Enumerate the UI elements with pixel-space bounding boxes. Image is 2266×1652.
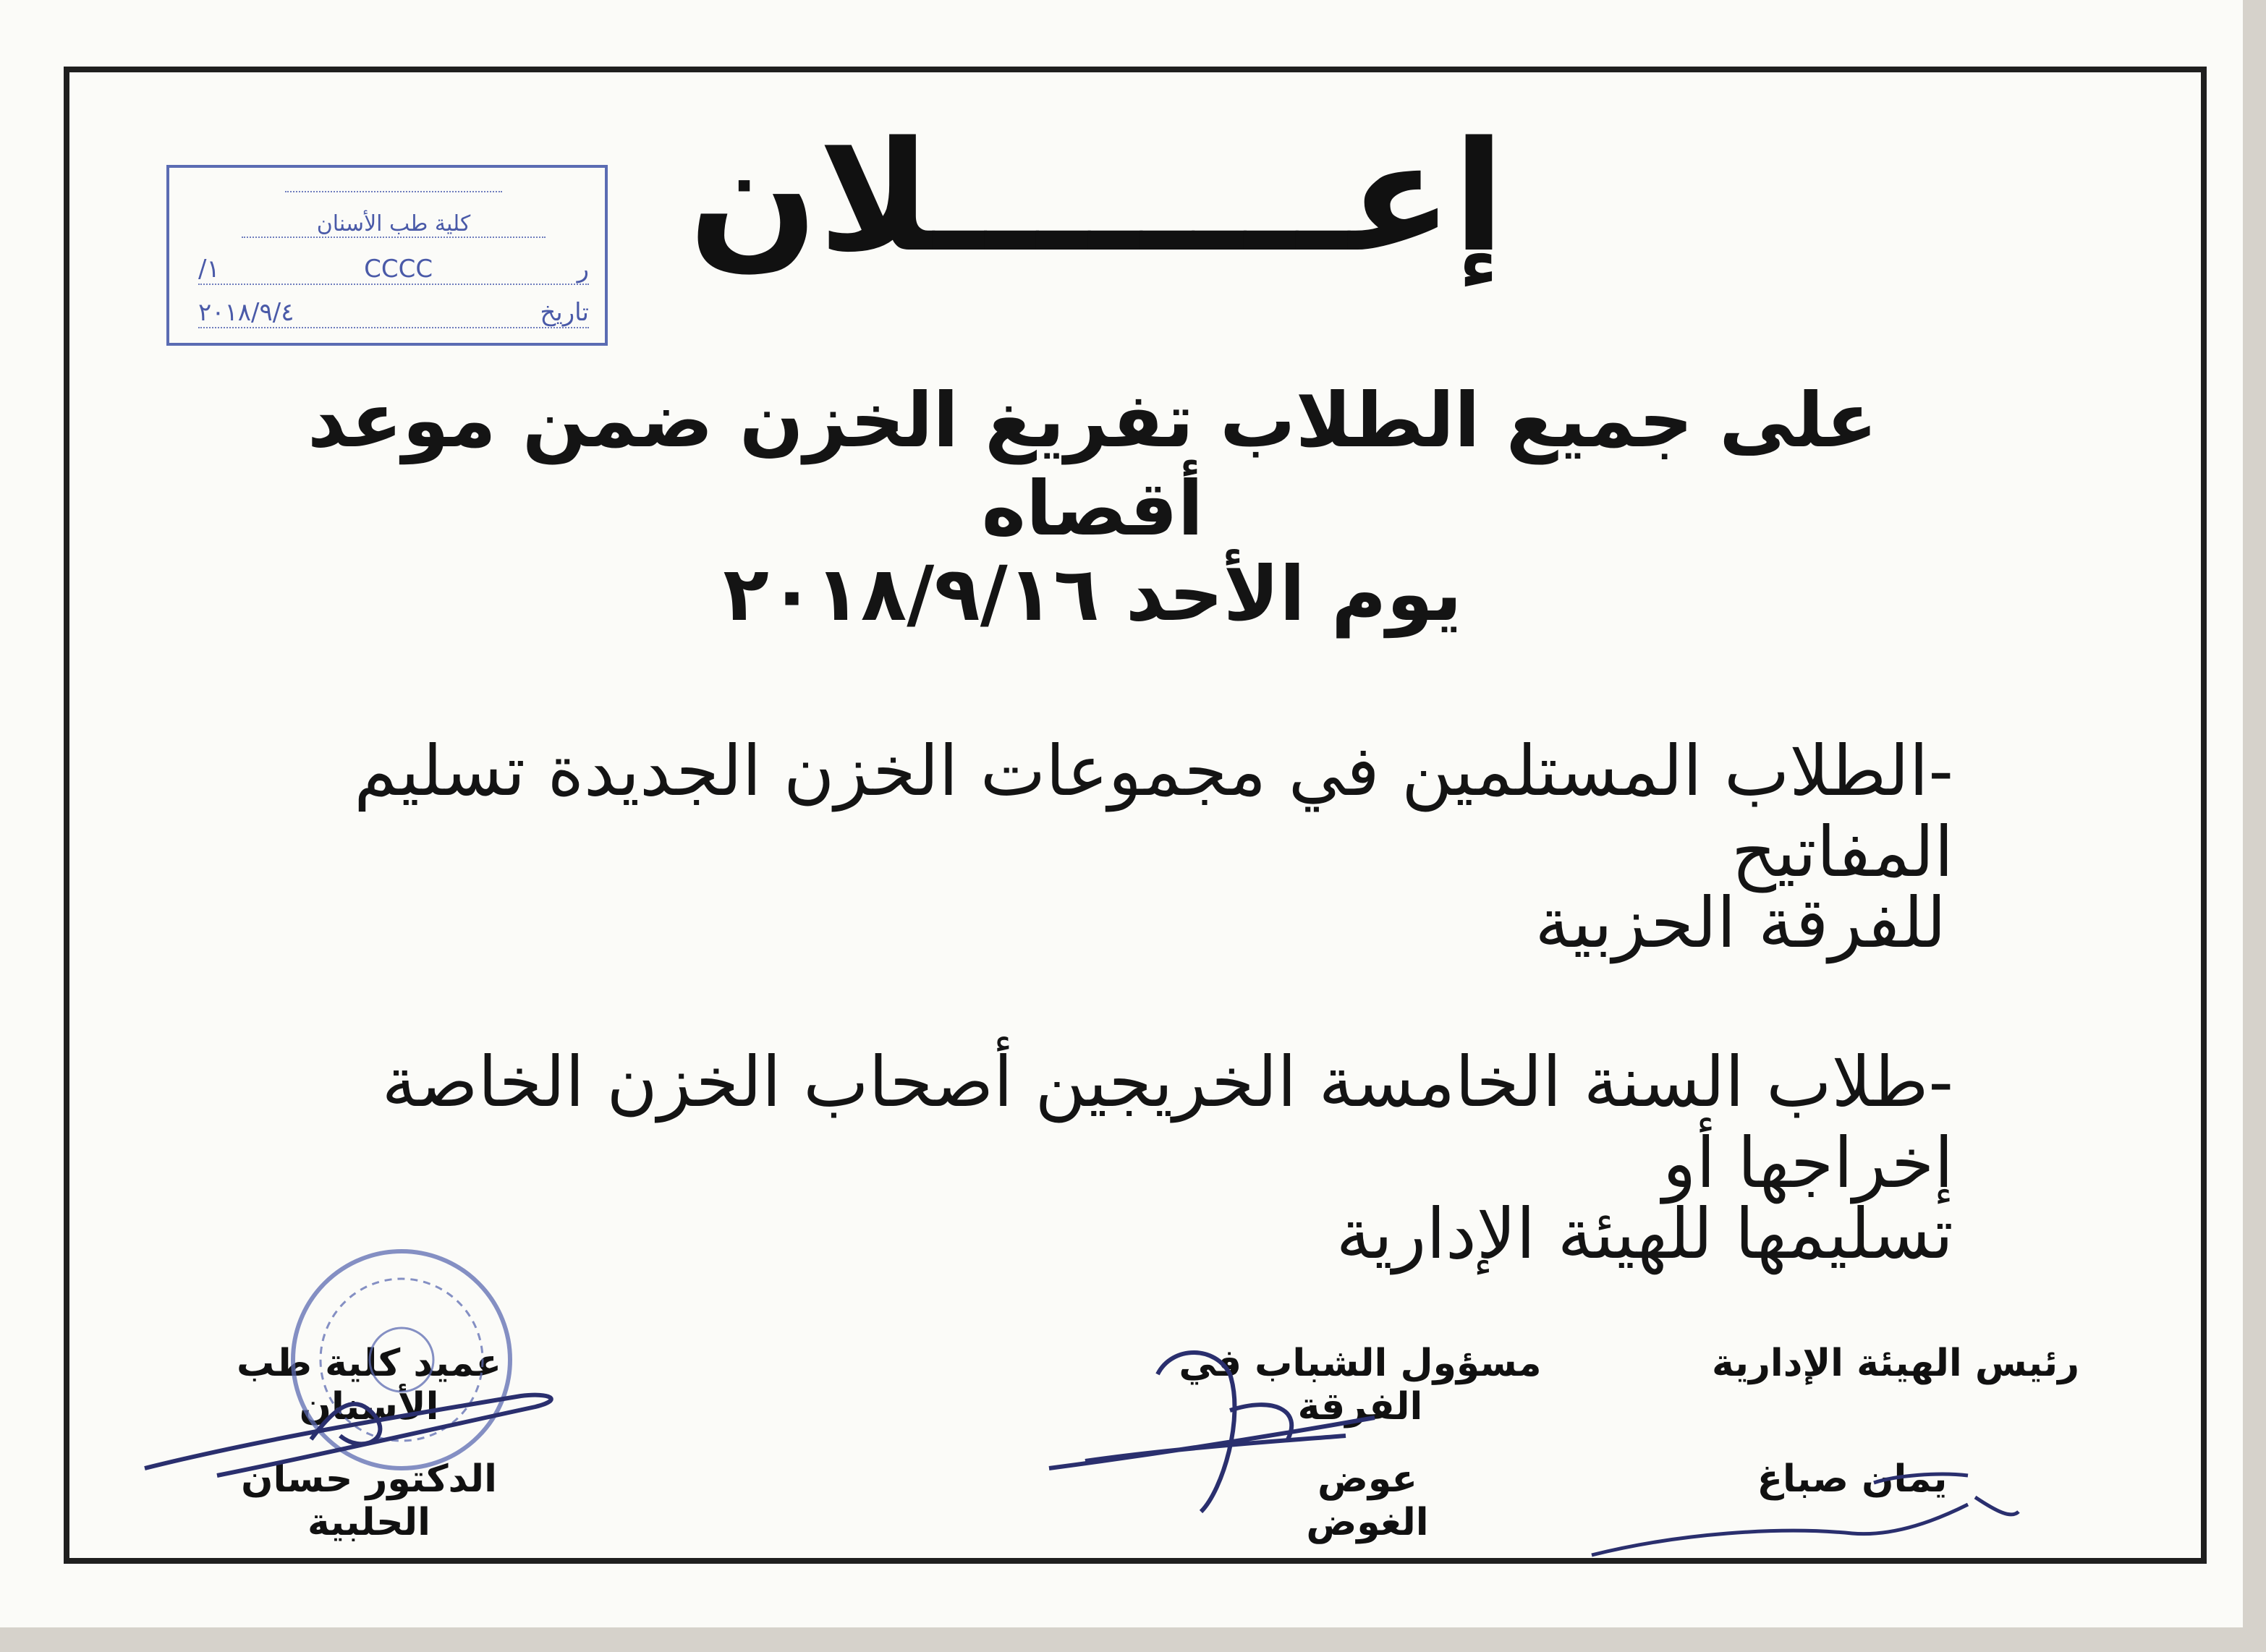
stamp-number-value: CCCC <box>364 255 433 284</box>
stamp-top-line <box>285 175 502 192</box>
signature-name-admin-head: يمان صباغ <box>1757 1457 1948 1501</box>
signature-title-youth-officer: مسؤول الشباب في الفرقة <box>1179 1342 1542 1429</box>
paragraph-graduates-cont: تسليمها للهيئة الإدارية <box>1336 1193 1953 1274</box>
paragraph-keys-handover-cont: للفرقة الحزبية <box>1535 882 1946 963</box>
incoming-stamp <box>166 165 608 346</box>
stamp-number-label: ر <box>577 255 589 284</box>
stamp-date-row <box>198 298 589 328</box>
signature-name-youth-officer: عوض الغوض <box>1306 1457 1429 1544</box>
signature-title-admin-head: رئيس الهيئة الإدارية <box>1711 1342 2080 1385</box>
heading-line-1: على جميع الطلاب تفريغ الخزن ضمن موعد أقصاه <box>307 376 1877 553</box>
signature-title-dean: عميد كلية طب الأسنان <box>236 1342 502 1429</box>
paragraph-graduates: -طلاب السنة الخامسة الخريجين أصحاب الخزن الخاصة إخراجها أو <box>381 1042 1953 1204</box>
stamp-date-label: تاريخ <box>540 298 589 327</box>
stamp-organization: كلية طب الأسنان <box>242 211 546 238</box>
stamp-date-value: ٢٠١٨/٩/٤ <box>198 298 294 327</box>
stamp-number-row <box>198 255 589 285</box>
paragraph-keys-handover: -الطلاب المستلمين في مجموعات الخزن الجديدة تسليم المفاتيح <box>354 731 1953 893</box>
signature-name-dean: الدكتور حسان الحلبية <box>241 1457 497 1544</box>
heading-line-2-date: يوم الأحد ٢٠١٨/٩/١٦ <box>723 550 1462 638</box>
announcement-title: إعــــــــلان <box>688 108 1505 286</box>
stamp-number-suffix: /١ <box>198 255 220 284</box>
